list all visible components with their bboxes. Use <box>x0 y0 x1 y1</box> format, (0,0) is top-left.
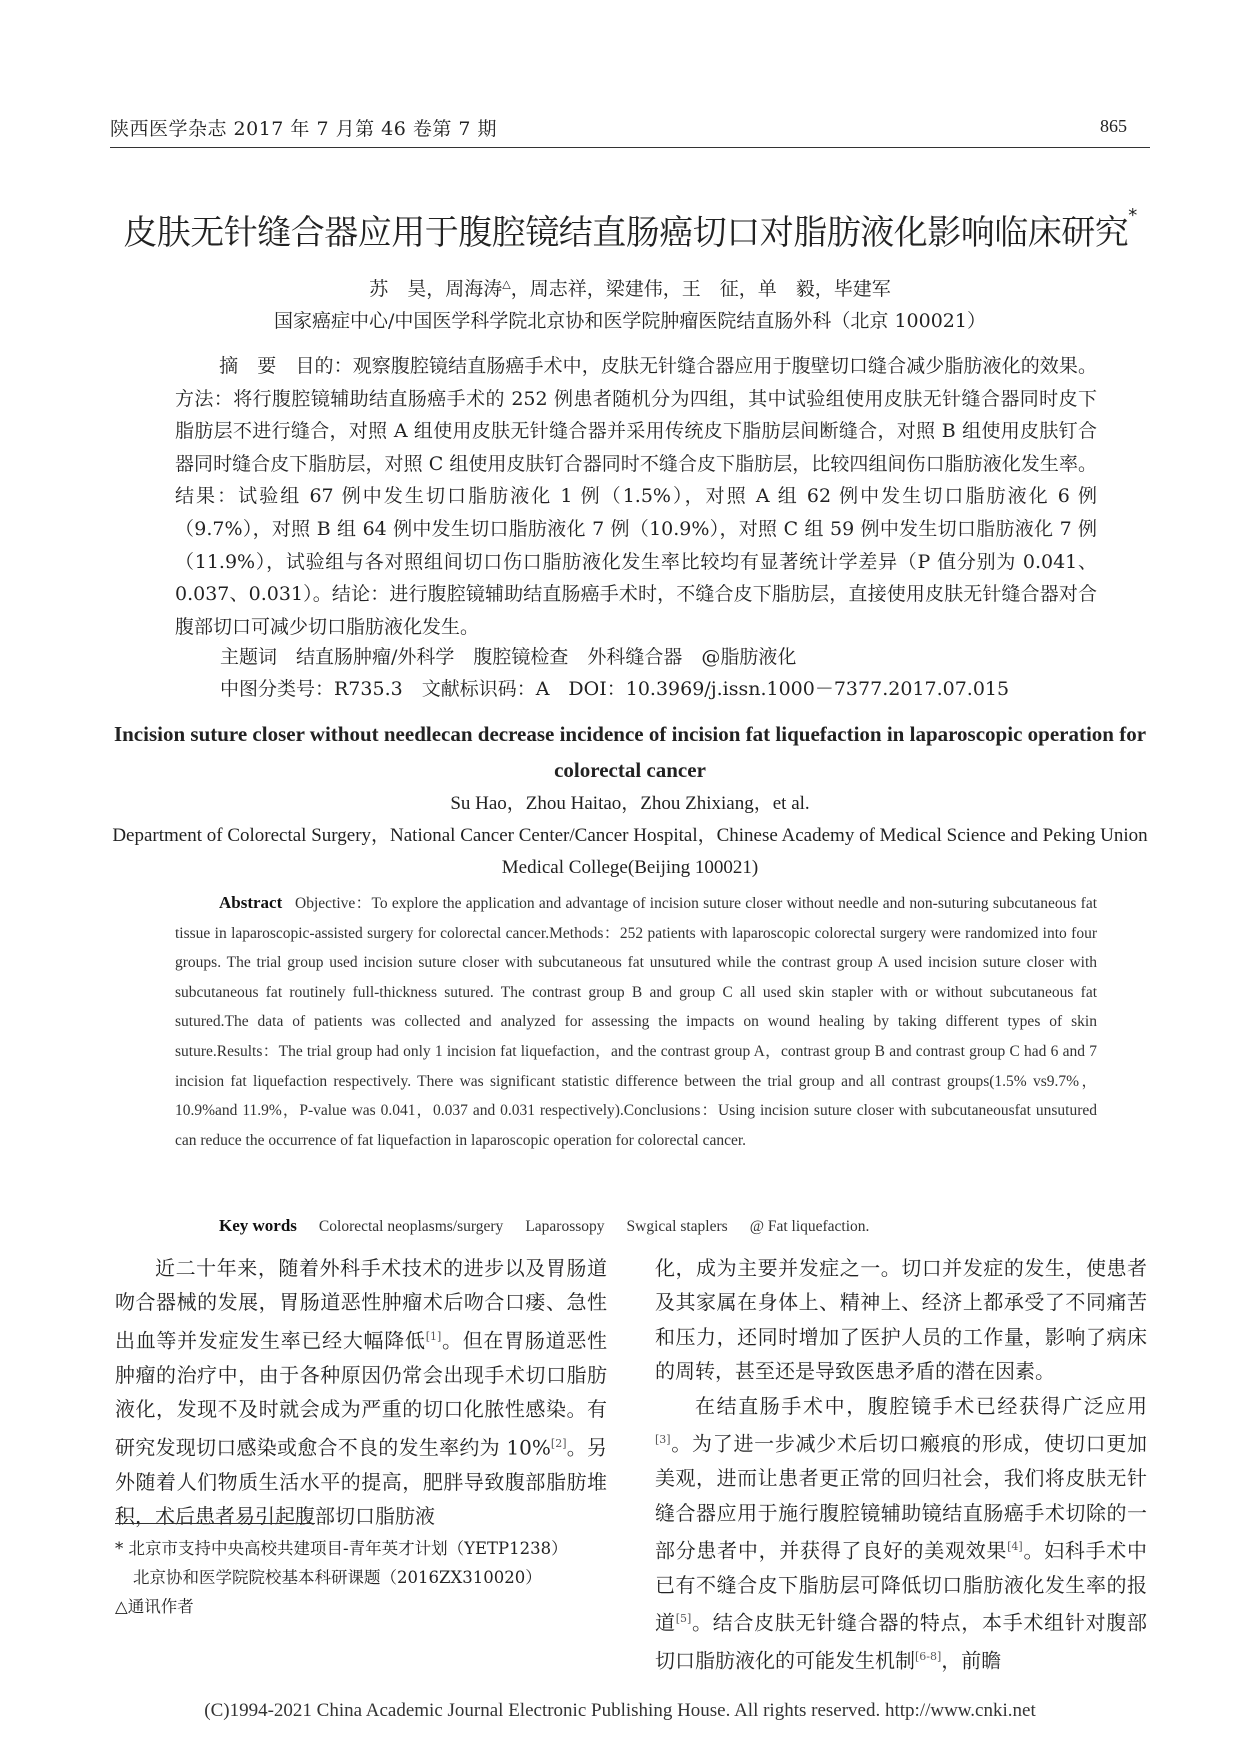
keyword-item: Swgical staplers <box>626 1218 728 1235</box>
keyword-item: @ Fat liquefaction. <box>749 1218 870 1235</box>
chinese-abstract <box>175 350 1097 643</box>
body-text: ，前瞻 <box>941 1649 1002 1674</box>
body-column-left <box>115 1251 607 1534</box>
citation[interactable]: [5] <box>675 1612 692 1626</box>
body-text: 。妇科手术中已有不缝合皮下脂肪层可降低切口脂肪液化发生率的报道 <box>655 1538 1148 1636</box>
citation[interactable]: [1] <box>425 1329 442 1343</box>
chinese-keywords: 主题词 结直肠肿瘤/外科学 腹腔镜检查 外科缝合器 @脂肪液化 <box>220 646 797 668</box>
authors-part1: 苏 昊，周海涛 <box>369 278 503 300</box>
keywords-label: Key words <box>219 1216 297 1235</box>
title-text: 皮肤无针缝合器应用于腹腔镜结直肠癌切口对脂肪液化影响临床研究 <box>123 213 1129 253</box>
body-text: 。结合皮肤无针缝合器的特点，本手术组针对腹部切口脂肪液化的可能发生机制 <box>655 1611 1148 1674</box>
body-text: 。另外随着人们物质生活水平的提高，肥胖导致腹部脂肪堆积，术后患者易引起腹部切口脂肪液 <box>115 1435 608 1529</box>
footnote-divider <box>115 1523 315 1524</box>
english-title: Incision suture closer without needlecan decrease incidence of incision fat liquefaction in laparoscopic operation for colorectal cancer <box>113 722 1147 782</box>
citation[interactable]: [6-8] <box>915 1650 942 1664</box>
header-divider <box>110 147 1150 148</box>
journal-header: 陕西医学杂志 2017 年 7 月第 46 卷第 7 期 <box>110 118 498 140</box>
title-footnote-mark: * <box>1128 205 1137 226</box>
corresponding-author-mark: △ <box>502 277 511 291</box>
english-abstract <box>175 888 1097 1155</box>
english-abstract-text: Objective：To explore the application and advantage of incision suture closer without needle and non-suturing subcutaneous fat tissue in laparoscopic-assisted surgery for colorectal cancer.Methods：252 patients with laparoscopic colorectal surgery were randomized into four groups. The trial group used incision suture closer with subcutaneous fat unsutured while the contrast group A used incision suture closer with subcutaneous fat routinely full-thickness sutured. The contrast group B and group C all used skin stapler with or without subcutaneous fat sutured.The data of patients was collected and analyzed for assessing the impacts on wound healing by taking different types of skin suture.Results：The trial group had only 1 incision fat liquefaction，and the contrast group A，contrast group B and contrast group C had 6 and 7 incision fat liquefaction respectively. There was significant statistic difference between the trial group and all contrast groups(1.5% vs9.7%，10.9%and 11.9%，P-value was 0.041，0.037 and 0.031 respectively).Conclusions：Using incision suture closer with subcutaneousfat unsutured can reduce the occurrence of fat liquefaction in laparoscopic operation for colorectal cancer. <box>175 895 1098 1149</box>
citation[interactable]: [2] <box>550 1436 567 1450</box>
keyword-item: Laparossopy <box>525 1218 605 1235</box>
citation[interactable]: [3] <box>655 1433 671 1447</box>
abstract-label: 摘 要 <box>219 355 277 377</box>
citation[interactable]: [4] <box>1007 1539 1023 1553</box>
keyword-item: Colorectal neoplasms/surgery <box>318 1218 504 1235</box>
body-text: 。为了进一步减少术后切口瘢痕的形成，使切口更加美观，进而让患者更正常的回归社会，我们将皮肤无针缝合器应用于施行腹腔镜辅助镜结直肠癌手术切除的一部分患者中，并获得了良好的美观效果 <box>655 1431 1147 1563</box>
body-paragraph <box>655 1389 1147 1679</box>
paper-title <box>110 205 1150 254</box>
page-number: 865 <box>1100 116 1127 136</box>
authors-part2: ，周志祥，梁建伟，王 征，单 毅，毕建军 <box>510 278 891 300</box>
footnotes <box>115 1534 568 1621</box>
english-authors: Su Hao，Zhou Haitao，Zhou Zhixiang，et al. <box>450 793 810 814</box>
english-keywords <box>219 1216 869 1236</box>
english-abstract-label: Abstract <box>219 893 283 912</box>
body-paragraph <box>115 1251 607 1534</box>
copyright-notice: (C)1994-2021 China Academic Journal Electronic Publishing House. All rights reserved. http://www.cnki.net <box>204 1700 1036 1721</box>
body-text: 在结直肠手术中，腹腔镜手术已经获得广泛应用 <box>695 1393 1147 1418</box>
body-text: 近二十年来，随着外科手术技术的进步以及胃肠道吻合器械的发展，胃肠道恶性肿瘤术后吻合口瘘、急性出血等并发症发生率已经大幅降低 <box>115 1256 607 1353</box>
abstract-text: 目的：观察腹腔镜结直肠癌手术中，皮肤无针缝合器应用于腹壁切口缝合减少脂肪液化的效果。方法：将行腹腔镜辅助结直肠癌手术的 252 例患者随机分为四组，其中试验组使用皮肤无针缝合器同时皮下脂肪层不进行缝合，对照 A 组使用皮肤无针缝合器并采用传统皮下脂肪层间断缝合，对照 B 组使用皮肤钉合器同时缝合皮下脂肪层，对照 C 组使用皮肤钉合器同时不缝合皮下脂肪层，比较四组间伤口脂肪液化发生率。结果：试验组 67 例中发生切口脂肪液化 1 例（1.5%），对照 A 组 62 例中发生切口脂肪液化 6 例（9.7%），对照 B 组 64 例中发生切口脂肪液化 7 例（10.9%），对照 C 组 59 例中发生切口脂肪液化 7 例（11.9%），试验组与各对照组间切口伤口脂肪液化发生率比较均有显著统计学差异（P 值分别为 0.041、0.037、0.031）。结论：进行腹腔镜辅助结直肠癌手术时，不缝合皮下脂肪层，直接使用皮肤无针缝合器对合腹部切口可减少切口脂肪液化发生。 <box>175 355 1097 638</box>
funding-note: * 北京市支持中央高校共建项目-青年英才计划（YETP1238） <box>115 1539 568 1558</box>
affiliation: 国家癌症中心/中国医学科学院北京协和医学院肿瘤医院结直肠外科（北京 100021） <box>274 310 986 332</box>
body-column-right <box>655 1251 1147 1679</box>
body-paragraph: 化，成为主要并发症之一。切口并发症的发生，使患者及其家属在身体上、精神上、经济上都承受了不同痛苦和压力，还同时增加了医护人员的工作量，影响了病床的周转，甚至还是导致医患矛盾的潜在因素。 <box>655 1256 1147 1384</box>
author-list <box>110 274 1150 301</box>
corresponding-note: △通讯作者 <box>115 1597 194 1616</box>
funding-note: 北京协和医学院院校基本科研课题（2016ZX310020） <box>133 1568 542 1587</box>
body-text: 。但在胃肠道恶性肿瘤的治疗中，由于各种原因仍常会出现手术切口脂肪液化，发现不及时就会成为严重的切口化脓性感染。有研究发现切口感染或愈合不良的发生率约为 10% <box>115 1328 608 1460</box>
english-affiliation: Department of Colorectal Surgery，National Cancer Center/Cancer Hospital，Chinese Academy of Medical Science and Peking Union Medical College(Beijing 100021) <box>112 825 1148 878</box>
classification-line: 中图分类号：R735.3 文献标识码：A DOI：10.3969/j.issn.1000－7377.2017.07.015 <box>220 678 1010 700</box>
